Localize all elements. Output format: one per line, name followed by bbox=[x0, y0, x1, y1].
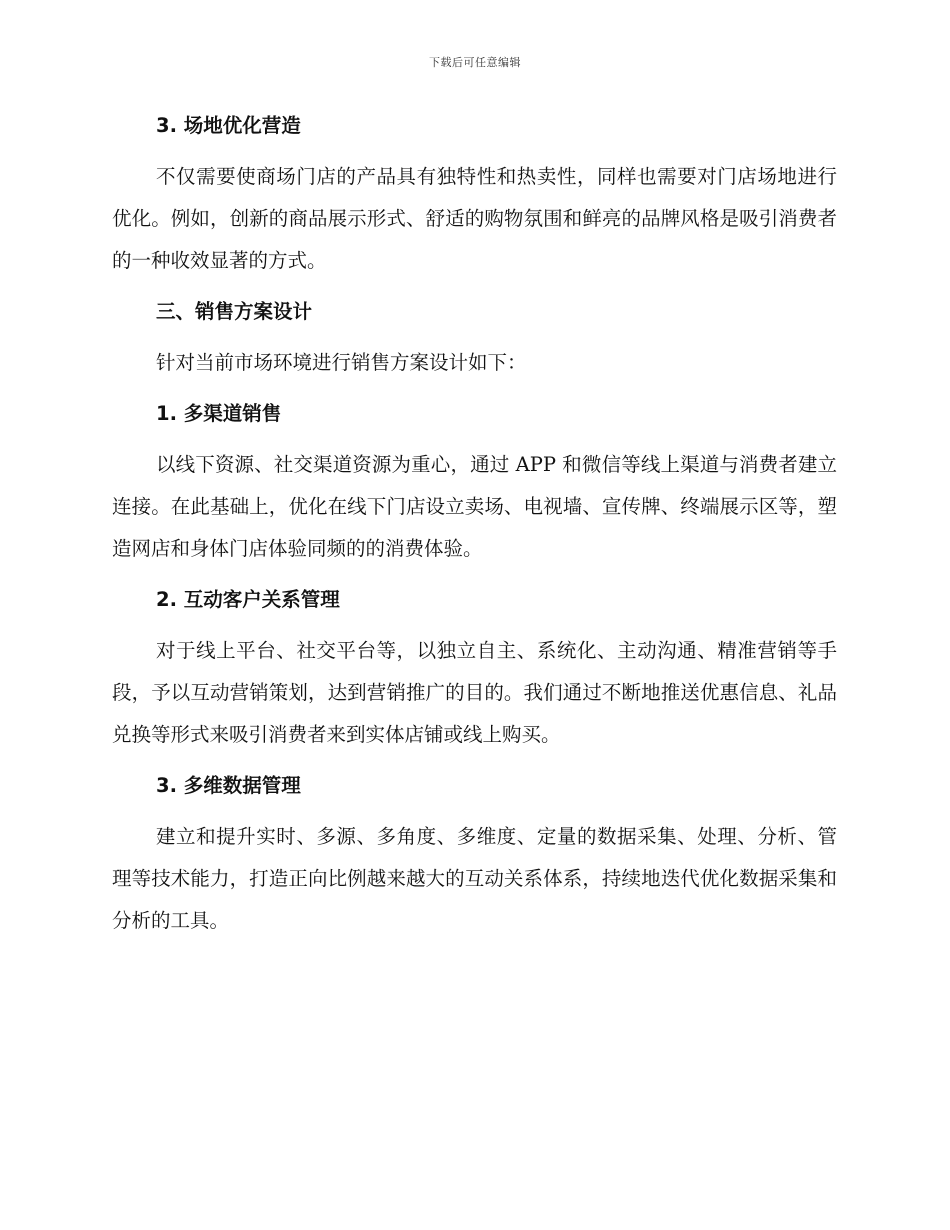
document-body bbox=[112, 108, 837, 954]
paragraph: 建立和提升实时、多源、多角度、多维度、定量的数据采集、处理、分析、管理等技术能力，打造正向比例越来越大的互动关系体系，持续地迭代优化数据采集和分析的工具。 bbox=[112, 825, 837, 932]
paragraph: 对于线上平台、社交平台等，以独立自主、系统化、主动沟通、精准营销等手段，予以互动营销策划，达到营销推广的目的。我们通过不断地推送优惠信息、礼品兑换等形式来吸引消费者来到实体店铺或线上购买。 bbox=[112, 639, 837, 746]
section-heading: 三、销售方案设计 bbox=[156, 300, 313, 323]
section-heading: 2. 互动客户关系管理 bbox=[156, 588, 340, 611]
section-heading: 3. 场地优化营造 bbox=[156, 114, 301, 137]
page-header: 下载后可任意编辑 bbox=[429, 56, 521, 69]
section-heading: 3. 多维数据管理 bbox=[156, 774, 301, 797]
paragraph: 针对当前市场环境进行销售方案设计如下： bbox=[156, 351, 527, 374]
section-heading: 1. 多渠道销售 bbox=[156, 402, 282, 425]
paragraph: 不仅需要使商场门店的产品具有独特性和热卖性，同样也需要对门店场地进行优化。例如，创新的商品展示形式、舒适的购物氛围和鲜亮的品牌风格是吸引消费者的一种收效显著的方式。 bbox=[112, 165, 837, 272]
paragraph: 以线下资源、社交渠道资源为重心，通过 APP 和微信等线上渠道与消费者建立连接。在此基础上，优化在线下门店设立卖场、电视墙、宣传牌、终端展示区等，塑造网店和身体门店体验同频的的消费体验。 bbox=[112, 453, 837, 560]
